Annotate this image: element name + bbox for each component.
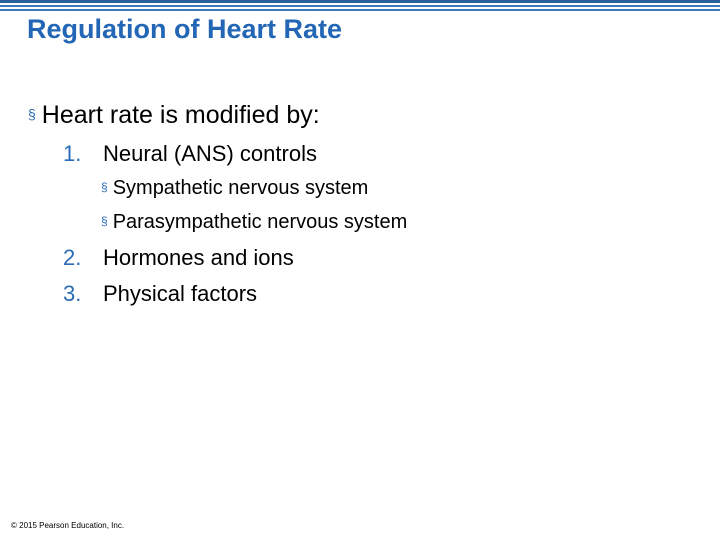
item-number: 2. [63, 245, 82, 270]
bullet-marker-icon: § [28, 106, 36, 122]
copyright-footer: © 2015 Pearson Education, Inc. [11, 521, 125, 530]
item-number: 3. [63, 281, 82, 306]
item-text: Neural (ANS) controls [103, 141, 317, 166]
sub-bullet-parasympathetic [101, 211, 407, 234]
item-number: 1. [63, 141, 82, 166]
item-text: Hormones and ions [103, 245, 294, 270]
sub-bullet-sympathetic [101, 177, 368, 200]
bullet-marker-icon: § [101, 214, 108, 228]
item-text: Physical factors [103, 281, 258, 306]
numbered-item-3 [63, 281, 257, 307]
slide-title: Regulation of Heart Rate [27, 14, 343, 44]
bullet-marker-icon: § [101, 180, 108, 194]
bullet-main [28, 101, 320, 130]
sub-bullet-text: Sympathetic nervous system [112, 177, 369, 199]
numbered-item-1 [63, 141, 317, 167]
bullet-text: Heart rate is modified by: [41, 101, 320, 129]
sub-bullet-text: Parasympathetic nervous system [112, 211, 408, 233]
numbered-item-2 [63, 245, 294, 271]
